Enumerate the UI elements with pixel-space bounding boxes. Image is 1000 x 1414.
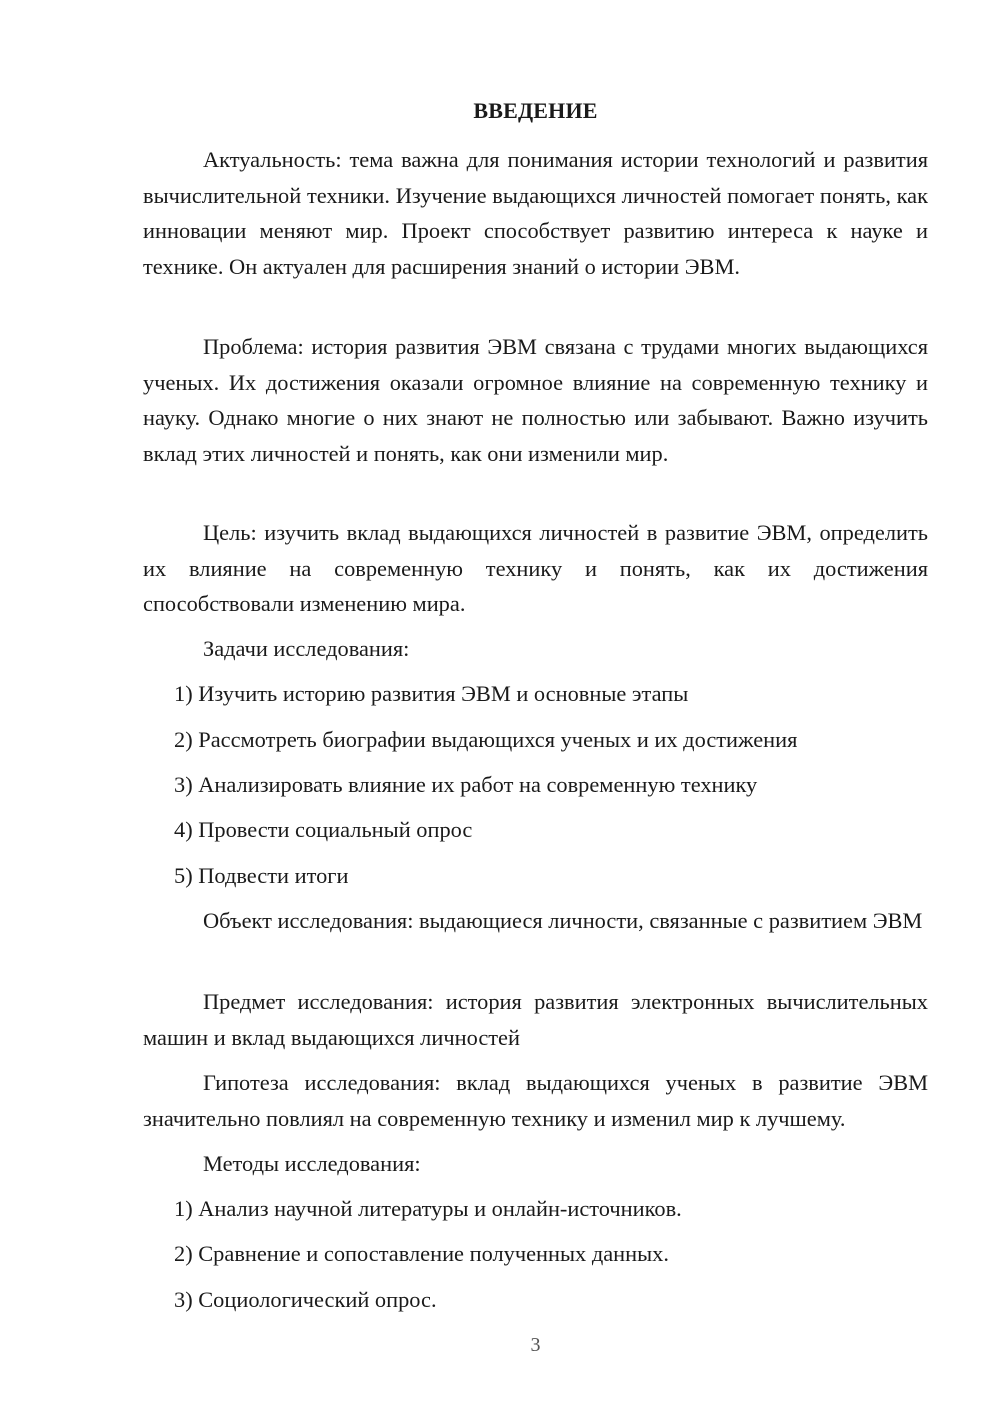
document-page	[143, 0, 928, 1414]
methods-heading: Методы исследования:	[203, 1151, 421, 1176]
method-item-1: 1) Анализ научной литературы и онлайн-источников.	[174, 1196, 682, 1221]
task-item-1: 1) Изучить историю развития ЭВМ и основные этапы	[174, 681, 689, 706]
method-item-3: 3) Социологический опрос.	[174, 1287, 437, 1312]
problem-paragraph: Проблема: история развития ЭВМ связана с трудами многих выдающихся ученых. Их достижения оказали огромное влияние на современную технику и науку. Однако многие о них знают не полностью или забывают. Важно изучить вклад этих личностей и понять, как они изменили мир.	[143, 334, 928, 466]
method-item-2: 2) Сравнение и сопоставление полученных данных.	[174, 1241, 669, 1266]
subject-paragraph: Предмет исследования: история развития электронных вычислительных машин и вклад выдающихся личностей	[143, 989, 928, 1050]
task-item-5: 5) Подвести итоги	[174, 863, 349, 888]
tasks-heading: Задачи исследования:	[203, 636, 410, 661]
page-title: ВВЕДЕНИЕ	[473, 98, 598, 123]
relevance-paragraph: Актуальность: тема важна для понимания истории технологий и развития вычислительной техники. Изучение выдающихся личностей помогает понять, как инновации меняют мир. Проект способствует развитию интереса к науке и технике. Он актуален для расширения знаний о истории ЭВМ.	[143, 147, 928, 279]
task-item-3: 3) Анализировать влияние их работ на современную технику	[174, 772, 758, 797]
task-item-4: 4) Провести социальный опрос	[174, 817, 473, 842]
task-item-2: 2) Рассмотреть биографии выдающихся ученых и их достижения	[174, 727, 798, 752]
goal-paragraph: Цель: изучить вклад выдающихся личностей в развитие ЭВМ, определить их влияние на современную технику и понять, как их достижения способствовали изменению мира.	[143, 520, 928, 616]
hypothesis-paragraph: Гипотеза исследования: вклад выдающихся ученых в развитие ЭВМ значительно повлиял на современную технику и изменил мир к лучшему.	[143, 1070, 928, 1131]
object-paragraph: Объект исследования: выдающиеся личности, связанные с развитием ЭВМ	[203, 908, 923, 933]
page-number: 3	[530, 1334, 541, 1356]
